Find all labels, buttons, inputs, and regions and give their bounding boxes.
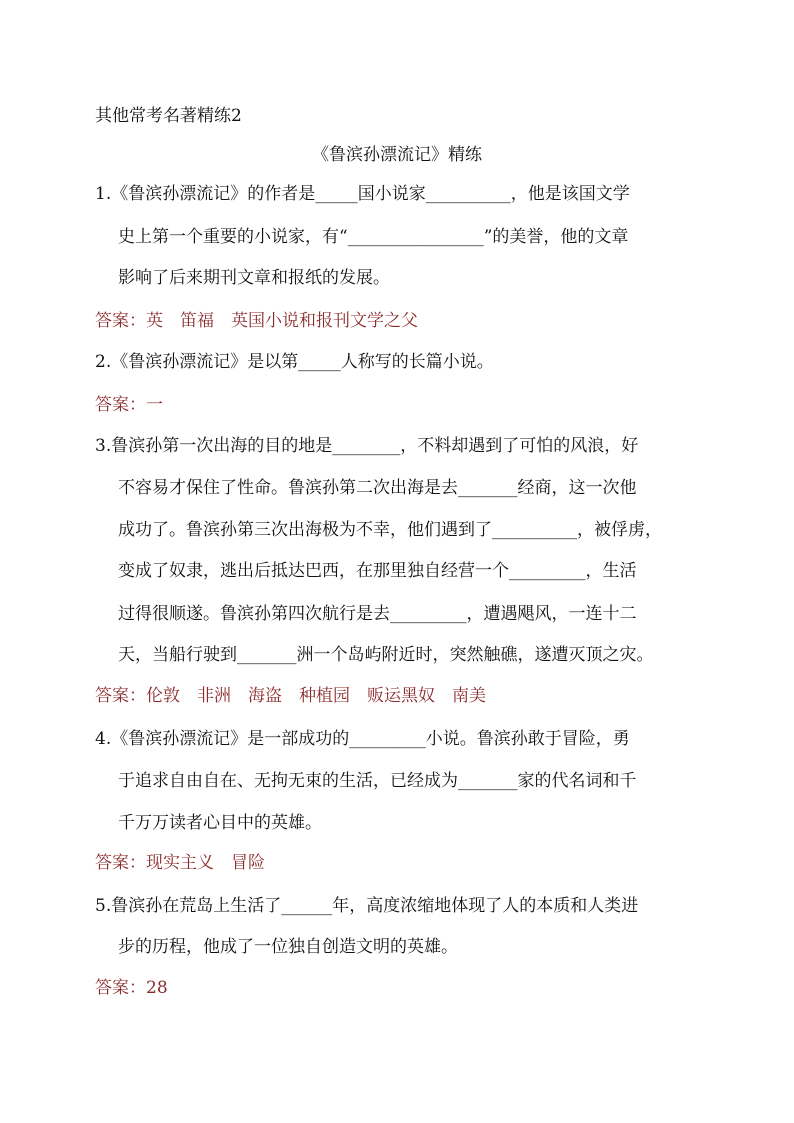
question-4-line-1: 4.《鲁滨孙漂流记》是一部成功的_________小说。鲁滨孙敢于冒险，勇	[95, 729, 630, 749]
question-1-line-1: 1.《鲁滨孙漂流记》的作者是_____国小说家__________，他是该国文学	[95, 184, 630, 204]
question-1-line-2: 史上第一个重要的小说家，有“________________”的美誉，他的文章	[118, 227, 629, 247]
question-4-answer: 答案：现实主义 冒险	[95, 853, 265, 873]
question-2-line-1: 2.《鲁滨孙漂流记》是以第_____人称写的长篇小说。	[95, 352, 494, 372]
question-5-line-2: 步的历程，他成了一位独自创造文明的英雄。	[118, 937, 458, 957]
question-3-answer: 答案：伦敦 非洲 海盗 种植园 贩运黑奴 南美	[95, 686, 486, 706]
question-3-line-5: 过得很顺遂。鲁滨孙第四次航行是去_________，遭遇飓风，一连十二	[118, 604, 637, 624]
question-1-line-3: 影响了后来期刊文章和报纸的发展。	[118, 268, 390, 288]
question-5-answer: 答案：28	[95, 978, 168, 998]
question-4-line-3: 千万万读者心目中的英雄。	[118, 813, 322, 833]
question-5-line-1: 5.鲁滨孙在荒岛上生活了______年，高度浓缩地体现了人的本质和人类进	[95, 896, 639, 916]
question-3-line-1: 3.鲁滨孙第一次出海的目的地是________，不料却遇到了可怕的风浪，好	[95, 436, 639, 456]
question-2-answer: 答案：一	[95, 395, 163, 415]
question-3-line-4: 变成了奴隶，逃出后抵达巴西，在那里独自经营一个_________，生活	[118, 561, 637, 581]
document-title: 《鲁滨孙漂流记》精练	[312, 145, 482, 165]
question-1-answer: 答案：英 笛福 英国小说和报刊文学之父	[95, 311, 418, 331]
section-heading: 其他常考名著精练2	[95, 106, 242, 126]
question-3-line-3: 成功了。鲁滨孙第三次出海极为不幸，他们遇到了__________，被俘虏，	[118, 520, 662, 540]
question-4-line-2: 于追求自由自在、无拘无束的生活，已经成为_______家的代名词和千	[118, 771, 637, 791]
question-3-line-6: 天，当船行驶到_______洲一个岛屿附近时，突然触礁，遂遭灭顶之灾。	[118, 645, 654, 665]
question-3-line-2: 不容易才保住了性命。鲁滨孙第二次出海是去_______经商，这一次他	[118, 478, 637, 498]
